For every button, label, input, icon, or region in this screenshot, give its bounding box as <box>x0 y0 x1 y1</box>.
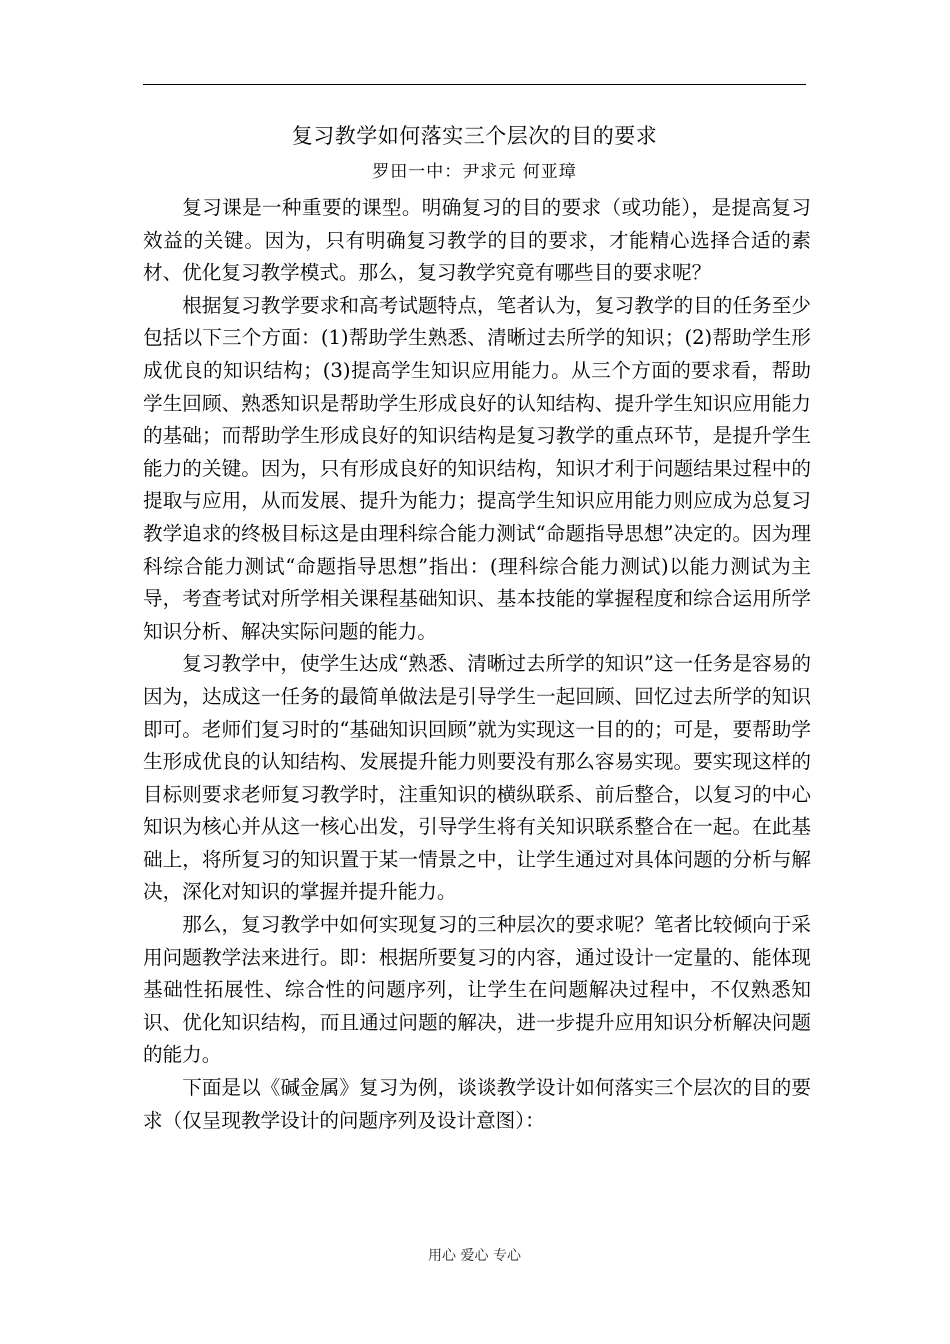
paragraph: 下面是以《碱金属》复习为例，谈谈教学设计如何落实三个层次的目的要求（仅呈现教学设计的问题序列及设计意图）： <box>143 1076 811 1132</box>
page-title: 复习教学如何落实三个层次的目的要求 <box>291 124 658 148</box>
paragraph: 复习教学中，使学生达成“熟悉、清晰过去所学的知识”这一任务是容易的因为，达成这一任务的最简单做法是引导学生一起回顾、回忆过去所学的知识即可。老师们复习时的“基础知识回顾”就为实现这一目的的；可是，要帮助学生形成优良的认知结构、发展提升能力则要没有那么容易实现。要实现这样的目标则要求老师复习教学时，注重知识的横纵联系、前后整合，以复习的中心知识为核心并从这一核心出发，引导学生将有关知识联系整合在一起。在此基础上，将所复习的知识置于某一情景之中，让学生通过对具体问题的分析与解决，深化对知识的掌握并提升能力。 <box>143 652 811 904</box>
author-byline: 罗田一中：尹求元 何亚璋 <box>372 162 577 182</box>
header-rule <box>143 84 806 85</box>
paragraph: 根据复习教学要求和高考试题特点，笔者认为，复习教学的目的任务至少包括以下三个方面：(1)帮助学生熟悉、清晰过去所学的知识；(2)帮助学生形成优良的知识结构；(3)提高学生知识应用能力。从三个方面的要求看，帮助学生回顾、熟悉知识是帮助学生形成良好的认知结构、提升学生知识应用能力的基础；而帮助学生形成良好的知识结构是复习教学的重点环节，是提升学生能力的关键。因为，只有形成良好的知识结构，知识才利于问题结果过程中的提取与应用，从而发展、提升为能力；提高学生知识应用能力则应成为总复习教学追求的终极目标这是由理科综合能力测试“命题指导思想”决定的。因为理科综合能力测试“命题指导思想”指出：(理科综合能力测试)以能力测试为主导，考查考试对所学相关课程基础知识、基本技能的掌握程度和综合运用所学知识分析、解决实际问题的能力。 <box>143 293 811 643</box>
body-text <box>143 192 811 1137</box>
paragraph: 复习课是一种重要的课型。明确复习的目的要求（或功能），是提高复习效益的关键。因为，只有明确复习教学的目的要求，才能精心选择合适的素材、优化复习教学模式。那么，复习教学究竟有哪些目的要求呢？ <box>143 196 811 285</box>
paragraph: 那么，复习教学中如何实现复习的三种层次的要求呢？笔者比较倾向于采用问题教学法来进行。即：根据所要复习的内容，通过设计一定量的、能体现基础性拓展性、综合性的问题序列，让学生在问题解决过程中，不仅熟悉知识、优化知识结构，而且通过问题的解决，进一步提升应用知识分析解决问题的能力。 <box>143 913 811 1067</box>
page-footer: 用心 爱心 专心 <box>428 1248 521 1264</box>
